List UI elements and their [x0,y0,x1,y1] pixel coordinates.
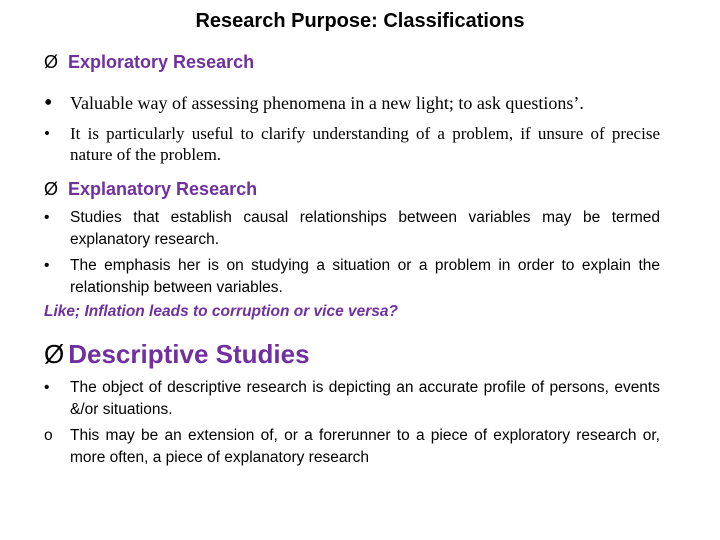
bullet-marker: • [44,90,53,116]
bullet-text: This may be an extension of, or a forerunner to a piece of exploratory research or, more often, a piece of explanatory research [70,427,660,466]
bullet-marker: o [44,427,53,444]
heading-label: Descriptive Studies [68,339,310,369]
arrow-bullet-icon: Ø [44,52,59,72]
bullet-item [44,377,660,421]
bullet-marker: • [44,379,50,396]
bullet-marker: • [44,257,50,274]
example-text: Like; Inflation leads to corruption or vice versa? [44,303,398,320]
bullet-text: It is particularly useful to clarify understanding of a problem, if unsure of precise nature of the problem. [70,124,660,164]
heading-explanatory-research [44,179,257,200]
bullet-text: The emphasis her is on studying a situation or a problem in order to explain the relationship between variables. [70,257,660,296]
bullet-item [44,255,660,299]
bullet-item [44,425,660,469]
bullet-marker: • [44,209,50,226]
slide-title: Research Purpose: Classifications [195,10,525,32]
bullet-text: Studies that establish causal relationships between variables may be termed explanatory research. [70,209,660,248]
bullet-item [44,207,660,251]
bullet-text: Valuable way of assessing phenomena in a new light; to ask questions’. [70,93,584,113]
bullet-item [44,123,660,165]
arrow-bullet-icon: Ø [44,339,65,369]
heading-label: Exploratory Research [68,52,255,72]
heading-exploratory-research [44,52,254,73]
arrow-bullet-icon: Ø [44,179,59,199]
bullet-text: The object of descriptive research is depicting an accurate profile of persons, events &/or situations. [70,379,660,418]
bullet-marker: • [44,124,50,143]
heading-label: Explanatory Research [68,179,258,199]
heading-descriptive-studies [44,339,310,370]
bullet-item [44,90,660,116]
